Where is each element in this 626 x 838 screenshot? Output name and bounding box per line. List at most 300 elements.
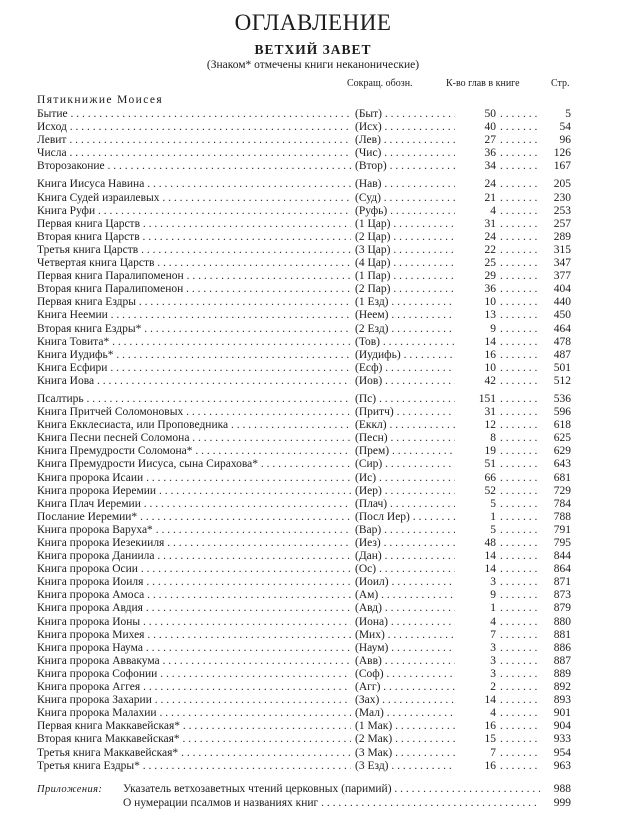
book-title: Четвертая книга Царств . . .	[37, 257, 351, 270]
page-number: 954	[540, 747, 571, 760]
toc-row[interactable]	[0, 432, 626, 445]
leader-dots	[500, 563, 540, 576]
chapter-count: 12	[460, 419, 496, 432]
chapter-count: 9	[460, 323, 496, 336]
book-title: Книга Притчей Соломоновых . . .	[37, 406, 351, 419]
leader-dots	[500, 694, 540, 707]
page-number: 844	[540, 550, 571, 563]
toc-row[interactable]	[0, 760, 626, 773]
leader-dots	[500, 406, 540, 419]
leader-dots	[500, 747, 540, 760]
page-number: 315	[540, 244, 571, 257]
book-title: Книга пророка Осии . . .	[37, 563, 351, 576]
book-title: Третья книга Маккавейская* . . .	[37, 747, 351, 760]
book-title: Книга пророка Иезекииля . . .	[37, 537, 351, 550]
page-number: 681	[540, 472, 571, 485]
book-title: Вторая книга Царств . . .	[37, 231, 351, 244]
page-number: 871	[540, 576, 571, 589]
book-title: Книга Иова . . .	[37, 375, 351, 388]
book-abbreviation: (Неем) . . .	[355, 309, 455, 322]
page-number: 625	[540, 432, 571, 445]
leader-dots	[500, 147, 540, 160]
chapter-count: 5	[460, 498, 496, 511]
book-abbreviation: (2 Пар) . . .	[355, 283, 455, 296]
chapter-count: 10	[460, 362, 496, 375]
toc-row[interactable]	[0, 616, 626, 629]
leader-dots	[500, 576, 540, 589]
book-title: Вторая книга Маккавейская* . . .	[37, 733, 351, 746]
book-abbreviation: (Исх) . . .	[355, 121, 455, 134]
page-number: 791	[540, 524, 571, 537]
chapter-count: 2	[460, 681, 496, 694]
leader-dots	[500, 218, 540, 231]
leader-dots	[500, 511, 540, 524]
book-title: Книга пророка Аввакума . . .	[37, 655, 351, 668]
chapter-count: 16	[460, 760, 496, 773]
book-abbreviation: (2 Езд) . . .	[355, 323, 455, 336]
leader-dots	[500, 349, 540, 362]
leader-dots	[500, 733, 540, 746]
leader-dots	[500, 485, 540, 498]
page-number: 501	[540, 362, 571, 375]
chapter-count: 7	[460, 747, 496, 760]
toc-row[interactable]	[0, 458, 626, 471]
page-number: 450	[540, 309, 571, 322]
leader-dots	[500, 283, 540, 296]
leader-dots	[500, 602, 540, 615]
toc-row[interactable]	[0, 309, 626, 322]
toc-row[interactable]	[0, 231, 626, 244]
chapter-count: 4	[460, 616, 496, 629]
page-number: 167	[540, 160, 571, 173]
book-title: Книга пророка Варуха* . . .	[37, 524, 351, 537]
book-title: Книга пророка Иеремии . . .	[37, 485, 351, 498]
book-title: Послание Иеремии* . . .	[37, 511, 351, 524]
page-number: 596	[540, 406, 571, 419]
page-number: 629	[540, 445, 571, 458]
chapter-count: 1	[460, 511, 496, 524]
book-abbreviation: (Чис) . . .	[355, 147, 455, 160]
toc-row[interactable]	[0, 668, 626, 681]
toc-row[interactable]	[0, 244, 626, 257]
book-abbreviation: (4 Цар) . . .	[355, 257, 455, 270]
chapter-count: 10	[460, 296, 496, 309]
chapter-count: 3	[460, 655, 496, 668]
book-abbreviation: (Иоил) . . .	[355, 576, 455, 589]
pentateuch-heading: Пятикнижие Моисея	[37, 94, 164, 106]
book-title: Третья книга Царств . . .	[37, 244, 351, 257]
page-number: 230	[540, 192, 571, 205]
book-abbreviation: (Иудифь) . . .	[355, 349, 455, 362]
book-abbreviation: (Быт) . . .	[355, 108, 455, 121]
book-title: Книга пророка Исаии . . .	[37, 472, 351, 485]
book-title: Третья книга Ездры* . . .	[37, 760, 351, 773]
toc-row[interactable]	[0, 537, 626, 550]
book-title: Книга Судей израилевых . . .	[37, 192, 351, 205]
toc-row[interactable]	[0, 349, 626, 362]
book-title: Книга Иисуса Навина . . .	[37, 178, 351, 191]
book-title: Книга пророка Софонии . . .	[37, 668, 351, 681]
page-number: 440	[540, 296, 571, 309]
page-number: 478	[540, 336, 571, 349]
leader-dots	[500, 270, 540, 283]
book-title: Вторая книга Ездры* . . .	[37, 323, 351, 336]
chapter-count: 16	[460, 720, 496, 733]
leader-dots	[500, 616, 540, 629]
page-number: 788	[540, 511, 571, 524]
book-abbreviation: (Авв) . . .	[355, 655, 455, 668]
book-abbreviation: (Втор) . . .	[355, 160, 455, 173]
book-abbreviation: (3 Езд) . . .	[355, 760, 455, 773]
chapter-count: 66	[460, 472, 496, 485]
toc-row[interactable]	[0, 563, 626, 576]
book-abbreviation: (Ам) . . .	[355, 589, 455, 602]
chapter-count: 3	[460, 642, 496, 655]
page-number: 963	[540, 760, 571, 773]
book-title: Книга пророка Авдия . . .	[37, 602, 351, 615]
leader-dots	[500, 472, 540, 485]
page-number: 892	[540, 681, 571, 694]
leader-dots	[500, 393, 540, 406]
page-number: 893	[540, 694, 571, 707]
book-title: Исход . . .	[37, 121, 351, 134]
book-title: Книга Руфи . . .	[37, 205, 351, 218]
leader-dots	[500, 323, 540, 336]
chapter-count: 40	[460, 121, 496, 134]
book-abbreviation: (Ис) . . .	[355, 472, 455, 485]
leader-dots	[500, 375, 540, 388]
book-abbreviation: (Соф) . . .	[355, 668, 455, 681]
deuterocanonical-note: (Знаком* отмечены книги неканонические)	[206, 59, 420, 71]
chapter-count: 3	[460, 668, 496, 681]
leader-dots	[500, 309, 540, 322]
toc-row[interactable]	[0, 218, 626, 231]
leader-dots	[500, 192, 540, 205]
page-number: 864	[540, 563, 571, 576]
leader-dots	[500, 681, 540, 694]
toc-row[interactable]	[0, 707, 626, 720]
toc-row[interactable]	[0, 205, 626, 218]
book-title: Второзаконие . . .	[37, 160, 351, 173]
leader-dots	[500, 524, 540, 537]
leader-dots	[500, 362, 540, 375]
toc-row[interactable]	[0, 178, 626, 191]
book-abbreviation: (Сир) . . .	[355, 458, 455, 471]
book-abbreviation: (Агг) . . .	[355, 681, 455, 694]
leader-dots	[500, 760, 540, 773]
book-title: Книга Неемии . . .	[37, 309, 351, 322]
leader-dots	[500, 419, 540, 432]
book-abbreviation: (Дан) . . .	[355, 550, 455, 563]
leader-dots	[500, 432, 540, 445]
book-abbreviation: (Песн) . . .	[355, 432, 455, 445]
book-title: Бытие . . .	[37, 108, 351, 121]
page-number: 886	[540, 642, 571, 655]
book-abbreviation: (1 Мак) . . .	[355, 720, 455, 733]
toc-row[interactable]	[0, 406, 626, 419]
book-abbreviation: (Плач) . . .	[355, 498, 455, 511]
book-abbreviation: (Вар) . . .	[355, 524, 455, 537]
page-number: 729	[540, 485, 571, 498]
leader-dots	[500, 205, 540, 218]
toc-row[interactable]	[0, 296, 626, 309]
page-number: 487	[540, 349, 571, 362]
page-number: 96	[540, 134, 571, 147]
book-title: Книга пророка Малахии . . .	[37, 707, 351, 720]
appendix-title: О нумерации псалмов и названиях книг . . .	[123, 797, 543, 810]
toc-row[interactable]	[0, 257, 626, 270]
chapter-count: 25	[460, 257, 496, 270]
toc-row[interactable]	[0, 511, 626, 524]
leader-dots	[500, 244, 540, 257]
book-title: Книга пророка Даниила . . .	[37, 550, 351, 563]
toc-row[interactable]	[0, 747, 626, 760]
chapter-count: 14	[460, 336, 496, 349]
page-number: 377	[540, 270, 571, 283]
book-title: Книга Есфири . . .	[37, 362, 351, 375]
book-title: Книга Плач Иеремии . . .	[37, 498, 351, 511]
book-title: Первая книга Царств . . .	[37, 218, 351, 231]
page-number: 795	[540, 537, 571, 550]
toc-row[interactable]	[0, 589, 626, 602]
leader-dots	[500, 537, 540, 550]
chapter-count: 24	[460, 178, 496, 191]
book-title: Книга Иудифь* . . .	[37, 349, 351, 362]
page-number: 643	[540, 458, 571, 471]
toc-list	[0, 108, 626, 773]
toc-row[interactable]	[0, 108, 626, 121]
chapter-count: 14	[460, 694, 496, 707]
toc-row[interactable]	[0, 121, 626, 134]
leader-dots	[500, 231, 540, 244]
book-title: Книга пророка Ионы . . .	[37, 616, 351, 629]
page-number: 464	[540, 323, 571, 336]
page-number: 784	[540, 498, 571, 511]
section-subtitle: ВЕТХИЙ ЗАВЕТ	[254, 42, 372, 57]
chapter-count: 51	[460, 458, 496, 471]
chapter-count: 31	[460, 406, 496, 419]
page-number: 887	[540, 655, 571, 668]
chapter-count: 13	[460, 309, 496, 322]
chapter-count: 21	[460, 192, 496, 205]
leader-dots	[500, 498, 540, 511]
toc-row[interactable]	[0, 283, 626, 296]
page-number: 404	[540, 283, 571, 296]
page-number: 5	[540, 108, 571, 121]
toc-row[interactable]	[0, 419, 626, 432]
page-number: 881	[540, 629, 571, 642]
toc-row[interactable]	[0, 485, 626, 498]
page-number: 873	[540, 589, 571, 602]
toc-row[interactable]	[0, 524, 626, 537]
chapter-count: 36	[460, 147, 496, 160]
toc-row[interactable]	[0, 192, 626, 205]
toc-row[interactable]	[0, 160, 626, 173]
toc-row[interactable]	[0, 498, 626, 511]
book-abbreviation: (Суд) . . .	[355, 192, 455, 205]
chapter-count: 3	[460, 576, 496, 589]
book-title: Книга пророка Иоиля . . .	[37, 576, 351, 589]
book-abbreviation: (Пс) . . .	[355, 393, 455, 406]
book-abbreviation: (Руфь) . . .	[355, 205, 455, 218]
toc-row[interactable]	[0, 694, 626, 707]
page-number: 54	[540, 121, 571, 134]
leader-dots	[500, 458, 540, 471]
chapter-count: 31	[460, 218, 496, 231]
toc-row[interactable]	[0, 602, 626, 615]
leader-dots	[500, 296, 540, 309]
chapter-count: 1	[460, 602, 496, 615]
book-abbreviation: (1 Езд) . . .	[355, 296, 455, 309]
book-abbreviation: (2 Мак) . . .	[355, 733, 455, 746]
toc-row[interactable]	[0, 445, 626, 458]
leader-dots	[500, 629, 540, 642]
toc-row[interactable]	[0, 147, 626, 160]
page-number: 257	[540, 218, 571, 231]
page-number: 536	[540, 393, 571, 406]
chapter-count: 42	[460, 375, 496, 388]
book-title: Левит . . .	[37, 134, 351, 147]
page-number: 289	[540, 231, 571, 244]
chapter-count: 7	[460, 629, 496, 642]
toc-row[interactable]	[0, 336, 626, 349]
page-number: 253	[540, 205, 571, 218]
toc-row[interactable]	[0, 323, 626, 336]
page-number: 126	[540, 147, 571, 160]
book-abbreviation: (Притч) . . .	[355, 406, 455, 419]
chapter-count: 15	[460, 733, 496, 746]
page-number: 904	[540, 720, 571, 733]
leader-dots	[500, 121, 540, 134]
appendix-list	[0, 783, 626, 810]
book-abbreviation: (Зах) . . .	[355, 694, 455, 707]
leader-dots	[500, 445, 540, 458]
book-title: Книга пророка Захарии . . .	[37, 694, 351, 707]
book-abbreviation: (Мал) . . .	[355, 707, 455, 720]
leader-dots	[500, 655, 540, 668]
book-abbreviation: (3 Цар) . . .	[355, 244, 455, 257]
book-abbreviation: (1 Цар) . . .	[355, 218, 455, 231]
toc-row[interactable]	[0, 655, 626, 668]
toc-row[interactable]	[0, 720, 626, 733]
book-title: Книга Премудрости Иисуса, сына Сирахова* . . .	[37, 458, 351, 471]
leader-dots	[500, 642, 540, 655]
leader-dots	[500, 134, 540, 147]
book-abbreviation: (Прем) . . .	[355, 445, 455, 458]
leader-dots	[500, 668, 540, 681]
book-abbreviation: (Лев) . . .	[355, 134, 455, 147]
toc-row[interactable]	[0, 733, 626, 746]
book-abbreviation: (Есф) . . .	[355, 362, 455, 375]
book-title: Вторая книга Паралипоменон . . .	[37, 283, 351, 296]
book-title: Книга Товита* . . .	[37, 336, 351, 349]
book-abbreviation: (Посл Иер) . . .	[355, 511, 455, 524]
chapter-count: 9	[460, 589, 496, 602]
book-title: Книга пророка Наума . . .	[37, 642, 351, 655]
book-title: Первая книга Маккавейская* . . .	[37, 720, 351, 733]
chapter-count: 34	[460, 160, 496, 173]
toc-row[interactable]	[0, 681, 626, 694]
book-title: Книга Екклесиаста, или Проповедника . . .	[37, 419, 351, 432]
book-abbreviation: (Иона) . . .	[355, 616, 455, 629]
toc-row[interactable]	[0, 642, 626, 655]
chapter-count: 50	[460, 108, 496, 121]
toc-row[interactable]	[0, 472, 626, 485]
column-header-chapters: К-во глав в книге	[446, 78, 520, 89]
book-abbreviation: (Иез) . . .	[355, 537, 455, 550]
appendix-label: Приложения:	[37, 784, 103, 795]
appendix-row[interactable]	[0, 797, 626, 811]
book-title: Книга Премудрости Соломона* . . .	[37, 445, 351, 458]
page-number: 933	[540, 733, 571, 746]
book-abbreviation: (Авд) . . .	[355, 602, 455, 615]
page-number: 889	[540, 668, 571, 681]
book-title: Первая книга Паралипоменон . . .	[37, 270, 351, 283]
chapter-count: 151	[460, 393, 496, 406]
page-title: ОГЛАВЛЕНИЕ	[234, 10, 392, 35]
book-abbreviation: (Иер) . . .	[355, 485, 455, 498]
book-abbreviation: (Еккл) . . .	[355, 419, 455, 432]
leader-dots	[500, 720, 540, 733]
page-number: 512	[540, 375, 571, 388]
book-abbreviation: (3 Мак) . . .	[355, 747, 455, 760]
book-title: Книга пророка Аггея . . .	[37, 681, 351, 694]
chapter-count: 36	[460, 283, 496, 296]
column-header-abbr: Сокращ. обозн.	[347, 78, 413, 89]
book-title: Числа . . .	[37, 147, 351, 160]
chapter-count: 4	[460, 205, 496, 218]
book-title: Книга пророка Михея . . .	[37, 629, 351, 642]
page-number: 205	[540, 178, 571, 191]
leader-dots	[500, 589, 540, 602]
book-abbreviation: (Мих) . . .	[355, 629, 455, 642]
toc-row[interactable]	[0, 134, 626, 147]
toc-row[interactable]	[0, 393, 626, 406]
chapter-count: 24	[460, 231, 496, 244]
book-abbreviation: (Наум) . . .	[355, 642, 455, 655]
appendix-row[interactable]	[0, 783, 626, 797]
book-abbreviation: (Тов) . . .	[355, 336, 455, 349]
book-title: Книга пророка Амоса . . .	[37, 589, 351, 602]
leader-dots	[500, 257, 540, 270]
appendix-title: Указатель ветхозаветных чтений церковных (паримий) . . .	[123, 783, 543, 796]
toc-row[interactable]	[0, 362, 626, 375]
chapter-count: 16	[460, 349, 496, 362]
chapter-count: 29	[460, 270, 496, 283]
toc-row[interactable]	[0, 629, 626, 642]
book-abbreviation: (1 Пар) . . .	[355, 270, 455, 283]
toc-row[interactable]	[0, 576, 626, 589]
toc-row[interactable]	[0, 270, 626, 283]
book-abbreviation: (Ос) . . .	[355, 563, 455, 576]
chapter-count: 8	[460, 432, 496, 445]
chapter-count: 52	[460, 485, 496, 498]
appendix-page: 999	[540, 797, 571, 810]
book-abbreviation: (Нав) . . .	[355, 178, 455, 191]
leader-dots	[500, 550, 540, 563]
column-header-page: Стр.	[551, 78, 570, 89]
toc-row[interactable]	[0, 375, 626, 388]
chapter-count: 27	[460, 134, 496, 147]
toc-row[interactable]	[0, 550, 626, 563]
leader-dots	[500, 108, 540, 121]
leader-dots	[500, 178, 540, 191]
appendix-page: 988	[540, 783, 571, 796]
book-abbreviation: (2 Цар) . . .	[355, 231, 455, 244]
page-number: 880	[540, 616, 571, 629]
chapter-count: 4	[460, 707, 496, 720]
page-number: 347	[540, 257, 571, 270]
